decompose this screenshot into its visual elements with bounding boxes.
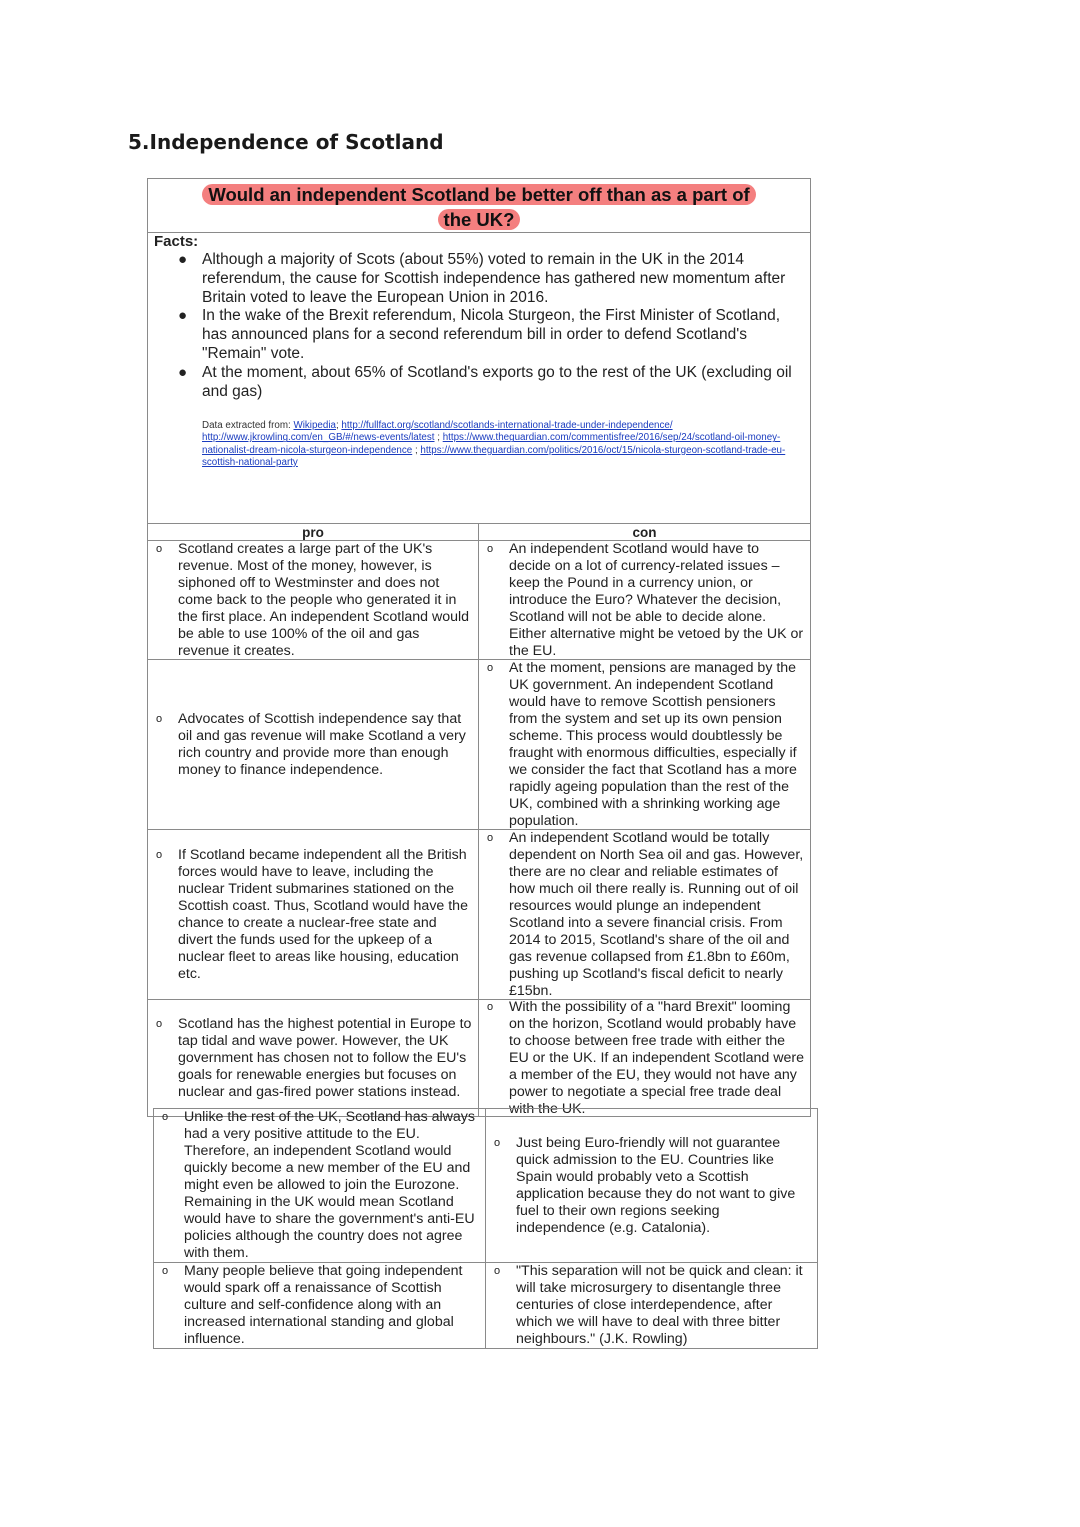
table-row [148, 999, 810, 1116]
con-cell: o "This separation will not be quick and clean: it will take microsurgery to disentangle three centuries of close interdependence, after which we will have to deal with three bitter neighbours." (J.K. Rowling) [494, 1263, 803, 1347]
table-row [148, 829, 810, 999]
pro-cell: o Advocates of Scottish independence say that oil and gas revenue will make Scotland a very rich country and provide more than enough money to finance independence. [148, 660, 479, 829]
pro-header: pro [148, 524, 479, 540]
table-row [148, 659, 810, 829]
question-box [148, 179, 810, 233]
sources-note: Data extracted from: Wikipedia; http://fullfact.org/scotland/scotlands-international-trade-under-independence/ http://www.jkrowling.com/en_GB/#/news-events/latest ; https://www.theguardian.com/commentisfree/2016/sep/24/scotland-oil-money-nationalist-dream-nicola-sturgeon-independence ; https://www.theguardian.com/politics/2016/oct/15/nicola-sturgeon-scotland-trade-eu-scottish-national-party [202, 420, 786, 469]
source-link-wikipedia[interactable]: Wikipedia [293, 420, 336, 431]
source-link-jkrowling[interactable]: http://www.jkrowling.com/en_GB/#/news-events/latest [202, 432, 435, 444]
fact-item: ● At the moment, about 65% of Scotland's exports go to the rest of the UK (excluding oil and gas) [178, 363, 792, 400]
bullet-icon: ● [178, 251, 188, 268]
table-row [154, 1262, 817, 1348]
con-cell: o An independent Scotland would have to decide on a lot of currency-related issues – keep the Pound in a currency union, or introduce the Euro? Whatever the decision, Scotland will not be able to decide alone. Either alternative might be vetoed by the UK or the EU. [487, 540, 804, 659]
bullet-icon: ● [178, 307, 188, 325]
source-link-guardian-trade[interactable]: https://www.theguardian.com/politics/2016/oct/15/nicola-sturgeon-scotland-trade-eu-scottish-national-party [202, 444, 786, 469]
source-link-fullfact[interactable]: http://fullfact.org/scotland/scotlands-international-trade-under-independence/ [341, 420, 673, 431]
facts-section [148, 233, 810, 524]
facts-label: Facts: [154, 233, 199, 250]
pro-cell: o Many people believe that going independent would spark off a renaissance of Scottish culture and self-confidence along with an increased international standing and global influence. [154, 1263, 486, 1348]
con-cell: o With the possibility of a "hard Brexit" looming on the horizon, Scotland would probably have to choose between free trade with either the EU or the UK. If an independent Scotland were a member of the EU, they would not have any power to negotiate a special free trade deal with the UK. [487, 998, 804, 1117]
pro-cell: o Scotland has the highest potential in Europe to tap tidal and wave power. However, the UK government has chosen not to follow the EU's goals for renewable energies but focuses on nuclear and gas-fired power stations instead. [148, 1000, 479, 1116]
con-cell: o An independent Scotland would be totally dependent on North Sea oil and gas. However, there are no clear and reliable estimates of how much oil there really is. Running out of oil resources would plunge an independent Scotland into a severe financial crisis. From 2014 to 2015, Scotland's share of the oil and gas revenue collapsed from £1.8bn to £60m, pushing up Scotland's fiscal deficit to nearly £15bn. [487, 829, 804, 999]
continuation-table [153, 1108, 818, 1349]
main-table [147, 178, 811, 1117]
con-cell: o At the moment, pensions are managed by the UK government. An independent Scotland would have to remove Scottish pensioners from the system and set up its own pension scheme. This process would doubtlessly be fraught with enormous difficulties, especially if we consider the fact that Scotland has a more rapidly ageing population than the rest of the UK, combined with a shrinking working age population. [487, 659, 797, 829]
pro-cell: o Scotland creates a large part of the UK's revenue. Most of the money, however, is siphoned off to Westminster and does not come back to the people who generated it in the first place. An independent Scotland would be able to use 100% of the oil and gas revenue it creates. [148, 541, 479, 659]
source-link-guardian-oil[interactable]: https://www.theguardian.com/commentisfree/2016/sep/24/scotland-oil-money-nationalist-dream-nicola-sturgeon-independence [202, 432, 781, 456]
fact-item: ● Although a majority of Scots (about 55%) voted to remain in the UK in the 2014 referendum, the cause for Scottish independence has gathered new momentum after Britain voted to leave the European Union in 2016. [178, 251, 786, 306]
pro-cell: o If Scotland became independent all the British forces would have to leave, including the nuclear Trident submarines stationed on the Scottish coast. Thus, Scotland would have the chance to create a nuclear-free state and divert the funds used for the upkeep of a nuclear fleet to areas like housing, education etc. [148, 830, 479, 999]
fact-item: ● In the wake of the Brexit referendum, Nicola Sturgeon, the First Minister of Scotland, has announced plans for a second referendum bill in order to defend Scotland's "Remain" vote. [178, 307, 781, 362]
pro-cell: o Unlike the rest of the UK, Scotland has always had a very positive attitude to the EU. Therefore, an independent Scotland would quickly become a new member of the EU and might even be allowed to join the Eurozone. Remaining in the UK would mean Scotland would have to share the government's anti-EU policies although the country does not agree with them. [154, 1109, 486, 1262]
facts-list [154, 251, 804, 401]
bullet-icon: ● [178, 363, 188, 381]
question-line-1: Would an independent Scotland be better off than as a part of [202, 184, 755, 205]
con-cell: o Just being Euro-friendly will not guarantee quick admission to the EU. Countries like Spain would probably veto a Scottish application because they do not want to give fuel to their own regions seeking independence (e.g. Catalonia). [494, 1134, 796, 1236]
table-header-row [148, 524, 810, 540]
table-row [154, 1109, 817, 1262]
question-line-2: the UK? [438, 209, 521, 230]
page-heading: 5.Independence of Scotland [128, 130, 444, 154]
con-header: con [632, 524, 657, 540]
table-row [148, 540, 810, 659]
